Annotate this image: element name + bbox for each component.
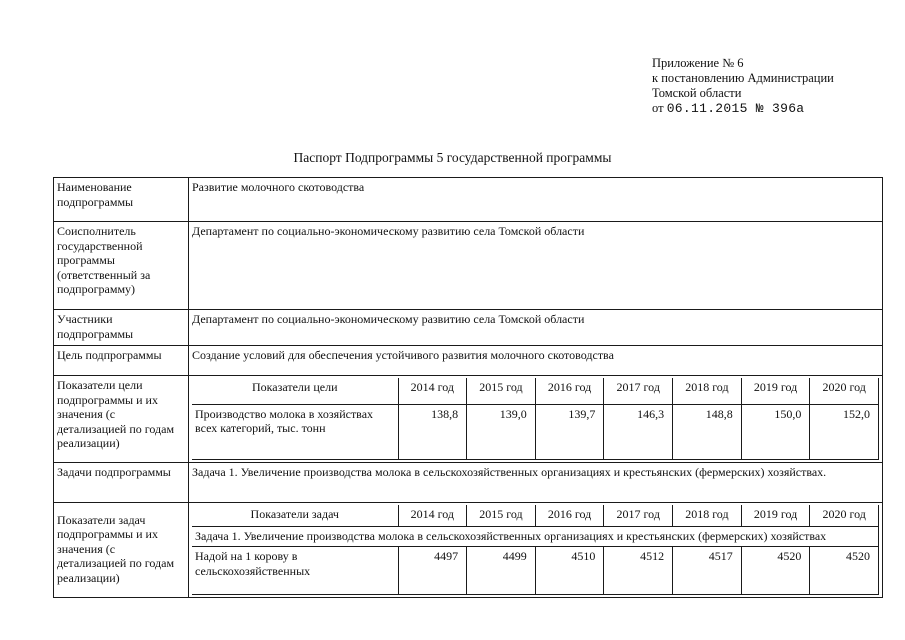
indicator-value: 4497 bbox=[398, 547, 467, 595]
task-indicators-table bbox=[192, 505, 879, 596]
row-label: Задачи подпрограммы bbox=[54, 462, 189, 502]
indicator-value: 138,8 bbox=[398, 404, 467, 459]
indicator-value: 4499 bbox=[467, 547, 536, 595]
indicator-value: 4512 bbox=[604, 547, 673, 595]
indicator-value: 152,0 bbox=[810, 404, 879, 459]
table-row bbox=[54, 462, 883, 502]
appendix-header bbox=[652, 56, 834, 116]
row-value: Развитие молочного скотоводства bbox=[189, 178, 883, 222]
row-value: Задача 1. Увеличение производства молока в сельскохозяйственных организациях и крестьянских (фермерских) хозяйствах. bbox=[189, 462, 883, 502]
goal-indicators-table bbox=[192, 378, 879, 460]
indicator-name: Производство молока в хозяйствах всех категорий, тыс. тонн bbox=[192, 404, 398, 459]
indicator-header: Показатели задач bbox=[192, 505, 398, 527]
indicator-value: 139,0 bbox=[467, 404, 536, 459]
task-indicators-cell bbox=[189, 502, 883, 598]
year-header: 2017 год bbox=[604, 505, 673, 527]
row-label: Наименование подпрограммы bbox=[54, 178, 189, 222]
indicator-value: 148,8 bbox=[673, 404, 742, 459]
table-row bbox=[54, 346, 883, 376]
indicator-name: Надой на 1 корову в сельскохозяйственных bbox=[192, 547, 398, 595]
indicator-value: 4510 bbox=[535, 547, 604, 595]
indicator-value: 4520 bbox=[741, 547, 810, 595]
year-header: 2015 год bbox=[467, 378, 536, 404]
indicator-header-row bbox=[192, 378, 879, 404]
table-row bbox=[54, 376, 883, 463]
row-value: Департамент по социально-экономическому развитию села Томской области bbox=[189, 222, 883, 310]
indicator-header: Показатели цели bbox=[192, 378, 398, 404]
indicator-header-row bbox=[192, 505, 879, 527]
appendix-decree-date bbox=[652, 101, 834, 116]
year-header: 2015 год bbox=[467, 505, 536, 527]
table-row bbox=[54, 222, 883, 310]
year-header: 2016 год bbox=[535, 378, 604, 404]
table-row bbox=[54, 502, 883, 598]
row-label: Показатели задач подпрограммы и их значения (с детализацией по годам реализации) bbox=[54, 502, 189, 598]
page-title: Паспорт Подпрограммы 5 государственной программы bbox=[293, 150, 612, 165]
passport-table bbox=[53, 177, 883, 598]
year-header: 2020 год bbox=[810, 378, 879, 404]
goal-indicators-cell bbox=[189, 376, 883, 463]
year-header: 2017 год bbox=[604, 378, 673, 404]
year-header: 2020 год bbox=[810, 505, 879, 527]
year-header: 2014 год bbox=[398, 505, 467, 527]
row-label: Соисполнитель государственной программы (ответственный за подпрограмму) bbox=[54, 222, 189, 310]
row-value: Создание условий для обеспечения устойчивого развития молочного скотоводства bbox=[189, 346, 883, 376]
year-header: 2016 год bbox=[535, 505, 604, 527]
year-header: 2014 год bbox=[398, 378, 467, 404]
year-header: 2019 год bbox=[741, 378, 810, 404]
table-row bbox=[54, 178, 883, 222]
indicator-row bbox=[192, 547, 879, 595]
row-value: Департамент по социально-экономическому развитию села Томской области bbox=[189, 310, 883, 346]
year-header: 2018 год bbox=[673, 378, 742, 404]
task-row bbox=[192, 527, 879, 547]
row-label: Показатели цели подпрограммы и их значения (с детализацией по годам реализации) bbox=[54, 376, 189, 463]
decree-prefix: от bbox=[652, 101, 667, 115]
indicator-value: 4517 bbox=[673, 547, 742, 595]
year-header: 2018 год bbox=[673, 505, 742, 527]
indicator-value: 4520 bbox=[810, 547, 879, 595]
indicator-value: 146,3 bbox=[604, 404, 673, 459]
indicator-value: 150,0 bbox=[741, 404, 810, 459]
table-row bbox=[54, 310, 883, 346]
decree-number: 06.11.2015 № 396а bbox=[666, 101, 805, 116]
appendix-number: Приложение № 6 bbox=[652, 56, 744, 70]
row-label: Цель подпрограммы bbox=[54, 346, 189, 376]
appendix-decree-ref: к постановлению Администрации bbox=[652, 71, 834, 85]
task-name: Задача 1. Увеличение производства молока в сельскохозяйственных организациях и крестьянских (фермерских) хозяйствах bbox=[192, 527, 879, 547]
appendix-region: Томской области bbox=[652, 86, 742, 100]
row-label: Участники подпрограммы bbox=[54, 310, 189, 346]
indicator-value: 139,7 bbox=[535, 404, 604, 459]
indicator-row bbox=[192, 404, 879, 459]
year-header: 2019 год bbox=[741, 505, 810, 527]
